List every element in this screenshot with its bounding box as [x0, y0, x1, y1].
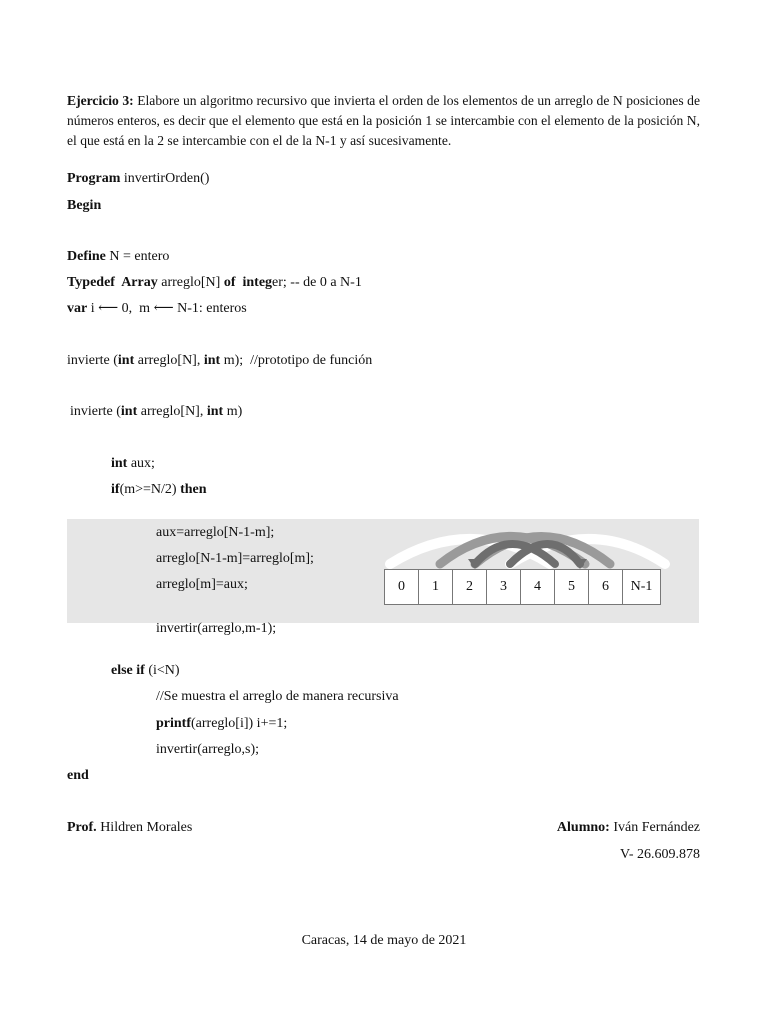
exercise-heading: Ejercicio 3: — [67, 93, 134, 108]
define-line — [67, 247, 169, 267]
begin-line — [67, 196, 101, 216]
professor-label: Prof. — [67, 820, 97, 835]
if-line — [111, 480, 207, 500]
exercise-text: Elabore un algoritmo recursivo que invierta el orden de los elementos de un arreglo de N posiciones de números enteros, es decir que el elemento que está en la posición 1 se intercambie con el elemento de la posición N, el que está en la 2 se intercambie con el de la N-1 y así sucesivamente. — [67, 93, 700, 148]
student-line — [557, 818, 700, 838]
end-keyword: end — [67, 768, 89, 783]
recurse2-line: invertir(arreglo,s); — [156, 742, 260, 757]
end-line — [67, 766, 89, 786]
function-param: arreglo[N], — [137, 404, 207, 419]
int-keyword: int — [206, 404, 224, 419]
comment-line: //Se muestra el arreglo de manera recursiva — [156, 689, 399, 704]
prototype-name: invierte ( — [67, 353, 118, 368]
student-name: Iván Fernández — [609, 820, 700, 835]
recurse-line: invertir(arreglo,m-1); — [156, 621, 277, 636]
function-name: invierte ( — [70, 404, 121, 419]
place-date: Caracas, 14 de mayo de 2021 — [301, 933, 467, 948]
int-keyword: int — [120, 404, 138, 419]
typedef-comment: er; -- de 0 a N-1 — [272, 275, 362, 290]
array-cell: 3 — [487, 570, 521, 605]
array-row — [385, 570, 661, 605]
array-cell: 5 — [555, 570, 589, 605]
array-cell: N-1 — [623, 570, 661, 605]
array-cells-table — [384, 569, 661, 605]
array-cell: 2 — [453, 570, 487, 605]
program-keyword: Program — [67, 171, 121, 186]
aux-decl: aux; — [127, 456, 155, 471]
program-line — [67, 169, 209, 189]
elseif-line — [111, 661, 180, 681]
of-keyword: of integ — [223, 275, 273, 290]
elseif-condition: (i<N) — [144, 663, 180, 678]
array-cell: 4 — [521, 570, 555, 605]
printf-keyword: printf — [156, 716, 191, 731]
prototype-param: arreglo[N], — [134, 353, 204, 368]
exercise-statement — [67, 91, 700, 151]
int-keyword: int — [117, 353, 135, 368]
begin-keyword: Begin — [67, 198, 102, 213]
typedef-text: arreglo[N] — [157, 275, 224, 290]
swap-line-3: arreglo[m]=aux; — [156, 577, 248, 592]
array-cell: 6 — [589, 570, 623, 605]
array-cell: 0 — [385, 570, 419, 605]
elseif-keyword: else if — [111, 663, 145, 678]
int-keyword: int — [111, 456, 128, 471]
then-keyword: then — [180, 482, 207, 497]
function-line — [70, 402, 242, 422]
professor-name: Hildren Morales — [96, 820, 193, 835]
professor-line — [67, 818, 192, 838]
printf-line — [156, 714, 287, 734]
var-text: i ⟵ 0, m ⟵ N-1: enteros — [87, 301, 247, 316]
student-label: Alumno: — [556, 820, 610, 835]
var-keyword: var — [67, 301, 88, 316]
define-keyword: Define — [67, 249, 106, 264]
typedef-keyword: Typedef Array — [67, 275, 158, 290]
swap-line-2: arreglo[N-1-m]=arreglo[m]; — [156, 551, 314, 566]
int-aux-line — [111, 454, 155, 474]
prototype-line — [67, 351, 372, 371]
define-text: N = entero — [105, 249, 170, 264]
program-name: invertirOrden() — [120, 171, 210, 186]
typedef-line — [67, 273, 362, 293]
if-keyword: if — [111, 482, 120, 497]
printf-args: (arreglo[i]) i+=1; — [191, 716, 288, 731]
array-cell: 1 — [419, 570, 453, 605]
var-line — [67, 299, 247, 319]
student-id: V- 26.609.878 — [620, 847, 700, 862]
if-condition: (m>=N/2) — [119, 482, 181, 497]
int-keyword: int — [203, 353, 221, 368]
prototype-comment: m); //prototipo de función — [220, 353, 373, 368]
swap-line-1: aux=arreglo[N-1-m]; — [156, 525, 275, 540]
function-param-end: m) — [223, 404, 243, 419]
